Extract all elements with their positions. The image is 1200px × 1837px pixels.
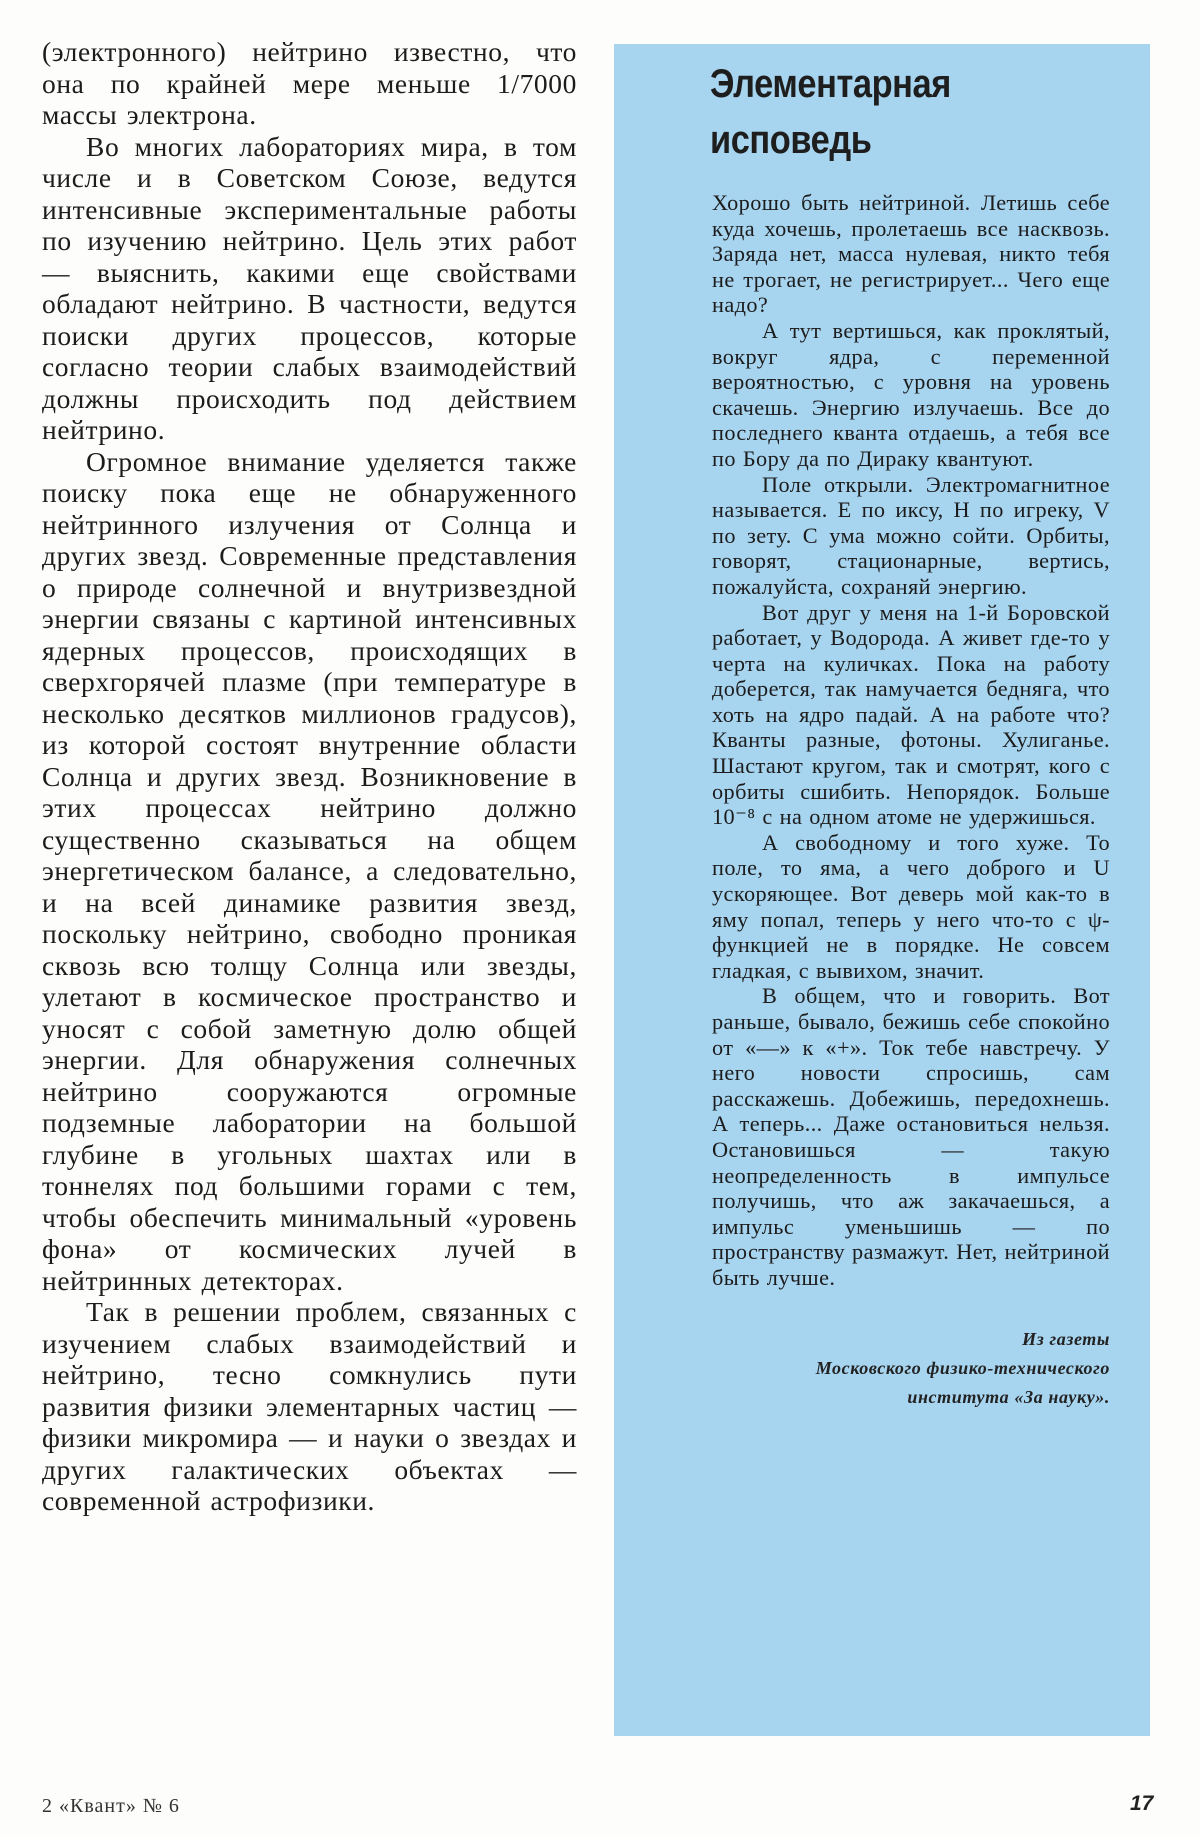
footer-issue-label: 2 «Квант» № 6 [42,1795,180,1817]
source-line: Московского физико-технического [815,1357,1110,1378]
sidebar-title-line: Элементарная [710,62,951,106]
sidebar-paragraph: Поле открыли. Электромагнитное называется. E по иксу, H по игреку, V по зету. С ума можно сойти. Орбиты, говорят, стационарные, вертись, пожалуйста, сохраняй энергию. [712,471,1110,599]
sidebar-body [712,190,1110,1291]
sidebar-paragraph: Вот друг у меня на 1-й Боровской работает, у Водорода. А живет где-то у черта на куличках. Пока на работу доберется, так намучается бедняга, что хоть на ядро падай. А на работе что? Кванты разные, фотоны. Хулиганье. Шастают кругом, так и смотрят, кого с орбиты сшибить. Непорядок. Больше 10⁻⁸ с на одном атоме не удержишься. [712,599,1110,830]
sidebar-title [710,56,1054,168]
sidebar-paragraph: Хорошо быть нейтриной. Летишь себе куда хочешь, пролетаешь все насквозь. Заряда нет, масса нулевая, никто тебя не трогает, не регистрирует... Чего еще надо? [712,190,1110,318]
source-line: Из газеты [1022,1328,1110,1349]
sidebar-paragraph: А свободному и того хуже. То поле, то яма, а чего доброго и U ускоряющее. Вот деверь мой как-то в яму попал, теперь у него что-то с ψ-функцией не в порядке. Не совсем гладкая, с вывихом, значит. [712,829,1110,983]
sidebar-title-line: исповедь [710,118,872,162]
sidebar-box [614,44,1150,1736]
main-article-column [42,36,577,1517]
sidebar-paragraph: А тут вертишься, как проклятый, вокруг ядра, с переменной вероятностью, с уровня на уровень скачешь. Энергию излучаешь. Все до последнего кванта отдаешь, а тебя все по Бору да по Дираку квантуют. [712,317,1110,471]
source-line: института «За науку». [907,1386,1110,1407]
article-paragraph: Во многих лабораториях мира, в том числе и в Советском Союзе, ведутся интенсивные экспериментальные работы по изучению нейтрино. Цель этих работ — выяснить, какими еще свойствами обладают нейтрино. В частности, ведутся поиски других процессов, которые согласно теории слабых взаимодействий должны происходить под действием нейтрино. [42,130,577,445]
article-paragraph: Огромное внимание уделяется также поиску пока еще не обнаруженного нейтринного излучения от Солнца и других звезд. Современные представления о природе солнечной и внутризвездной энергии связаны с картиной интенсивных ядерных процессов, происходящих в сверхгорячей плазме (при температуре в несколько десятков миллионов градусов), из которой состоят внутренние области Солнца и других звезд. Возникновение в этих процессах нейтрино должно существенно сказываться на общем энергетическом балансе, а следовательно, и на всей динамике развития звезд, поскольку нейтрино, свободно проникая сквозь всю толщу Солнца или звезды, улетают в космическое пространство и уносят с собой заметную долю общей энергии. Для обнаружения солнечных нейтрино сооружаются огромные подземные лаборатории на большой глубине в угольных шахтах или в тоннелях под большими горами с тем, чтобы обеспечить минимальный «уровень фона» от космических лучей в нейтринных детекторах. [42,445,577,1296]
article-paragraph: Так в решении проблем, связанных с изучением слабых взаимодействий и нейтрино, тесно сомкнулись пути развития физики элементарных частиц — физики микромира — и науки о звездах и других галактических объектах — современной астрофизики. [42,1296,577,1516]
article-paragraph: (электронного) нейтрино известно, что она по крайней мере меньше 1/7000 массы электрона. [42,36,577,130]
sidebar-source-credit [712,1325,1110,1412]
sidebar-paragraph: В общем, что и говорить. Вот раньше, бывало, бежишь себе спокойно от «—» к «+». Ток тебе навстречу. У него новости спросишь, сам расскажешь. Добежишь, передохнешь. А теперь... Даже остановиться нельзя. Остановишься — такую неопределенность в импульсе получишь, что аж закачаешься, а импульс уменьшишь — по пространству размажут. Нет, нейтриной быть лучше. [712,983,1110,1290]
page-number: 17 [1130,1792,1154,1815]
